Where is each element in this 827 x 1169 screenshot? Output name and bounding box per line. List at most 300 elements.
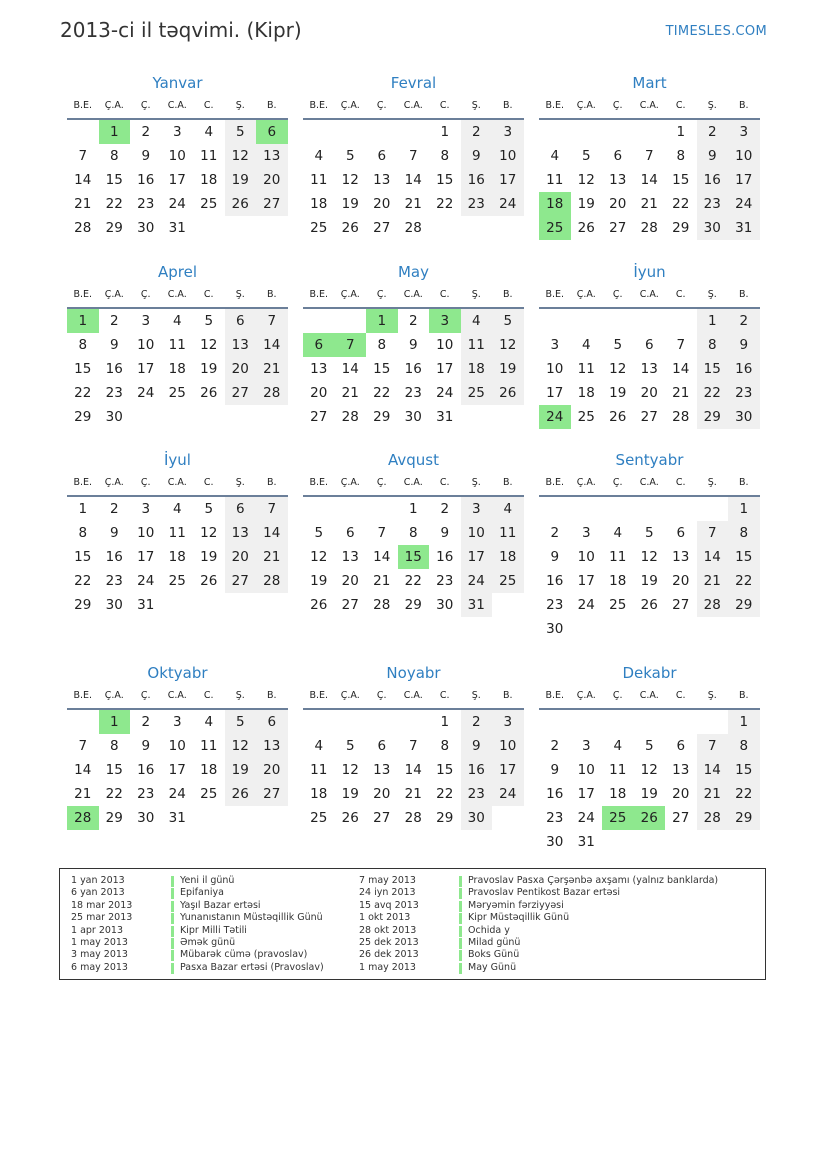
day-cell: 18 — [609, 573, 627, 589]
month-calendar — [67, 662, 288, 830]
legend-holiday-name: May Günü — [468, 961, 517, 973]
day-cell: 25 — [168, 573, 186, 589]
month-calendar — [303, 662, 524, 830]
day-cell: 22 — [404, 573, 422, 589]
day-cell: 4 — [581, 337, 591, 353]
weekday-label: B. — [502, 477, 513, 488]
day-cell: 11 — [492, 521, 524, 545]
weekday-header — [539, 283, 760, 309]
month-calendar — [67, 449, 288, 617]
weekday-label: C. — [203, 477, 214, 488]
day-cell: 11 — [609, 762, 627, 778]
day-cell: 6 — [225, 497, 257, 521]
day-cell: 12 — [225, 734, 257, 758]
day-cell: 5 — [345, 148, 355, 164]
day-cell: 30 — [105, 409, 123, 425]
month-calendar — [303, 72, 524, 240]
day-cell: 16 — [546, 786, 564, 802]
day-cell: 15 — [728, 545, 760, 569]
weekday-label: B.E. — [545, 100, 565, 111]
day-cell: 22 — [74, 385, 92, 401]
legend-item — [71, 925, 324, 937]
weekday-label: Ç. — [612, 477, 623, 488]
day-cell: 24 — [577, 597, 595, 613]
weekday-label: C. — [675, 690, 686, 701]
day-cell: 8 — [78, 525, 88, 541]
day-grid — [67, 120, 288, 240]
legend-date: 15 avq 2013 — [359, 899, 419, 911]
day-cell: 5 — [492, 309, 524, 333]
empty-cell — [67, 120, 99, 144]
weekday-label: C. — [675, 100, 686, 111]
day-cell: 19 — [341, 196, 359, 212]
weekday-label: B.E. — [309, 289, 329, 300]
weekday-label: Ş. — [707, 690, 717, 701]
day-cell: 29 — [672, 220, 690, 236]
day-cell: 3 — [461, 497, 493, 521]
empty-cell — [665, 309, 697, 333]
weekday-label: C.A. — [167, 100, 187, 111]
legend-holiday-name: Mübarək cümə (pravoslav) — [180, 949, 308, 961]
legend-item — [71, 949, 324, 961]
weekday-label: B.E. — [309, 477, 329, 488]
day-cell: 1 — [408, 501, 418, 517]
day-cell: 19 — [577, 196, 595, 212]
weekday-label: B.E. — [545, 690, 565, 701]
day-cell: 24 — [137, 573, 155, 589]
day-cell: 31 — [461, 593, 493, 617]
day-cell: 7 — [676, 337, 686, 353]
weekday-label: Ç.A. — [104, 100, 124, 111]
holiday-day-cell: 1 — [67, 309, 99, 333]
day-cell: 17 — [137, 549, 155, 565]
day-cell: 5 — [204, 501, 214, 517]
day-cell: 13 — [373, 762, 391, 778]
day-cell: 18 — [609, 786, 627, 802]
weekday-header — [67, 94, 288, 120]
day-cell: 25 — [492, 569, 524, 593]
day-cell: 29 — [105, 220, 123, 236]
day-cell: 15 — [105, 172, 123, 188]
legend-holiday-name: Yaşıl Bazar ertəsi — [180, 899, 261, 911]
day-cell: 22 — [728, 782, 760, 806]
weekday-label: B.E. — [73, 100, 93, 111]
weekday-label: Ç.A. — [576, 289, 596, 300]
legend-date: 6 may 2013 — [71, 961, 128, 973]
day-cell: 13 — [225, 333, 257, 357]
day-cell: 8 — [728, 521, 760, 545]
day-cell: 10 — [546, 361, 564, 377]
day-cell: 14 — [697, 545, 729, 569]
legend-holiday-name: Boks Günü — [468, 949, 520, 961]
legend-item — [71, 900, 324, 912]
day-cell: 9 — [141, 148, 151, 164]
day-cell: 14 — [404, 172, 422, 188]
weekday-label: Ç.A. — [104, 289, 124, 300]
day-cell: 21 — [697, 569, 729, 593]
empty-cell — [335, 120, 367, 144]
legend-date: 28 okt 2013 — [359, 924, 417, 936]
empty-cell — [634, 497, 666, 521]
day-cell: 12 — [640, 549, 658, 565]
weekday-label: C.A. — [639, 690, 659, 701]
day-cell: 8 — [697, 333, 729, 357]
day-cell: 14 — [404, 762, 422, 778]
day-cell: 15 — [436, 762, 454, 778]
day-cell: 29 — [74, 597, 92, 613]
day-cell: 9 — [109, 337, 119, 353]
legend-holiday-name: Milad günü — [468, 936, 521, 948]
legend-date: 7 may 2013 — [359, 875, 416, 886]
legend-item — [359, 900, 718, 912]
day-cell: 8 — [78, 337, 88, 353]
day-cell: 2 — [440, 501, 450, 517]
day-cell: 17 — [577, 573, 595, 589]
day-cell: 10 — [168, 738, 186, 754]
day-cell: 29 — [436, 810, 454, 826]
day-cell: 12 — [341, 172, 359, 188]
day-grid — [303, 710, 524, 830]
day-cell: 6 — [676, 738, 686, 754]
legend-holiday-name: Pravoslav Pasxa Çərşənbə axşamı (yalnız banklarda) — [468, 875, 719, 886]
day-cell: 5 — [644, 738, 654, 754]
day-cell: 30 — [546, 621, 564, 637]
empty-cell — [602, 710, 634, 734]
day-cell: 28 — [373, 597, 391, 613]
weekday-label: B. — [502, 100, 513, 111]
month-name: Aprel — [157, 263, 198, 281]
empty-cell — [571, 710, 603, 734]
empty-cell — [697, 710, 729, 734]
day-cell: 11 — [461, 333, 493, 357]
day-cell: 18 — [200, 172, 218, 188]
day-cell: 12 — [310, 549, 328, 565]
day-cell: 23 — [137, 196, 155, 212]
day-cell: 9 — [461, 734, 493, 758]
day-cell: 14 — [256, 333, 288, 357]
holiday-day-cell: 7 — [335, 333, 367, 357]
legend-item — [71, 962, 324, 974]
day-cell: 21 — [672, 385, 690, 401]
day-cell: 9 — [697, 144, 729, 168]
day-cell: 19 — [200, 361, 218, 377]
weekday-label: B.E. — [309, 690, 329, 701]
day-cell: 11 — [200, 738, 218, 754]
weekday-label: C.A. — [403, 289, 423, 300]
day-cell: 17 — [168, 172, 186, 188]
empty-cell — [303, 710, 335, 734]
day-cell: 14 — [74, 762, 92, 778]
holiday-day-cell: 25 — [539, 216, 571, 240]
day-cell: 18 — [310, 196, 328, 212]
day-cell: 21 — [74, 786, 92, 802]
legend-holiday-name: Epifaniya — [180, 887, 224, 899]
weekday-label: Ş. — [471, 690, 481, 701]
weekday-label: B.E. — [545, 477, 565, 488]
day-cell: 19 — [609, 385, 627, 401]
day-cell: 10 — [137, 337, 155, 353]
day-cell: 8 — [109, 738, 119, 754]
day-cell: 25 — [310, 220, 328, 236]
day-cell: 21 — [640, 196, 658, 212]
day-cell: 24 — [168, 786, 186, 802]
day-cell: 18 — [168, 549, 186, 565]
day-cell: 7 — [408, 738, 418, 754]
day-cell: 28 — [640, 220, 658, 236]
day-cell: 17 — [546, 385, 564, 401]
day-cell: 13 — [310, 361, 328, 377]
empty-cell — [303, 497, 335, 521]
day-cell: 16 — [546, 573, 564, 589]
weekday-label: B.E. — [73, 690, 93, 701]
day-cell: 16 — [461, 758, 493, 782]
weekday-label: C.A. — [167, 289, 187, 300]
weekday-label: Ç.A. — [340, 690, 360, 701]
day-cell: 13 — [225, 521, 257, 545]
weekday-label: Ç.A. — [104, 690, 124, 701]
site-brand-link[interactable]: TIMESLES.COM — [665, 24, 767, 39]
legend-date: 26 dek 2013 — [359, 949, 419, 961]
day-cell: 29 — [74, 409, 92, 425]
day-cell: 22 — [672, 196, 690, 212]
weekday-label: C. — [439, 477, 450, 488]
holiday-day-cell: 28 — [67, 806, 99, 830]
day-cell: 16 — [404, 361, 422, 377]
legend-holiday-name: Yeni il günü — [180, 875, 235, 886]
day-cell: 1 — [78, 501, 88, 517]
holiday-day-cell: 3 — [429, 309, 461, 333]
day-grid — [67, 309, 288, 429]
day-cell: 3 — [141, 501, 151, 517]
empty-cell — [602, 497, 634, 521]
weekday-label: Ç. — [140, 100, 151, 111]
weekday-label: Ş. — [707, 477, 717, 488]
day-cell: 3 — [492, 120, 524, 144]
day-cell: 27 — [373, 220, 391, 236]
weekday-label: Ç. — [376, 100, 387, 111]
day-cell: 3 — [172, 124, 182, 140]
day-cell: 8 — [676, 148, 686, 164]
legend-item — [71, 937, 324, 949]
legend-date: 1 may 2013 — [71, 936, 128, 948]
weekday-label: Ç. — [140, 289, 151, 300]
day-cell: 20 — [672, 786, 690, 802]
day-grid — [303, 497, 524, 617]
weekday-label: B. — [266, 289, 277, 300]
day-grid — [67, 497, 288, 617]
day-cell: 27 — [341, 597, 359, 613]
day-cell: 6 — [225, 309, 257, 333]
empty-cell — [67, 710, 99, 734]
legend-date: 1 okt 2013 — [359, 912, 411, 924]
day-cell: 23 — [546, 597, 564, 613]
holiday-color-marker — [459, 913, 462, 924]
day-cell: 24 — [137, 385, 155, 401]
month-name: Oktyabr — [147, 664, 208, 682]
weekday-label: Ç. — [140, 690, 151, 701]
day-cell: 11 — [168, 525, 186, 541]
weekday-label: B. — [502, 690, 513, 701]
day-cell: 20 — [373, 786, 391, 802]
weekday-label: C.A. — [639, 289, 659, 300]
day-cell: 30 — [461, 806, 493, 830]
empty-cell — [697, 497, 729, 521]
day-cell: 22 — [373, 385, 391, 401]
weekday-label: B. — [738, 100, 749, 111]
day-cell: 26 — [341, 220, 359, 236]
month-calendar — [539, 449, 760, 641]
empty-cell — [571, 497, 603, 521]
day-cell: 15 — [373, 361, 391, 377]
weekday-label: B.E. — [73, 477, 93, 488]
day-cell: 1 — [728, 710, 760, 734]
holiday-color-marker — [171, 926, 174, 937]
day-cell: 17 — [137, 361, 155, 377]
day-cell: 29 — [105, 810, 123, 826]
weekday-label: Ş. — [471, 100, 481, 111]
day-grid — [539, 120, 760, 240]
empty-cell — [366, 120, 398, 144]
empty-cell — [539, 120, 571, 144]
weekday-label: C. — [439, 690, 450, 701]
legend-item — [71, 912, 324, 924]
day-cell: 2 — [141, 124, 151, 140]
empty-cell — [366, 497, 398, 521]
legend-holiday-name: Əmək günü — [180, 936, 236, 948]
day-cell: 10 — [436, 337, 454, 353]
weekday-label: B. — [738, 690, 749, 701]
day-cell: 22 — [436, 196, 454, 212]
day-cell: 2 — [109, 501, 119, 517]
holiday-day-cell: 6 — [303, 333, 335, 357]
day-cell: 16 — [137, 172, 155, 188]
day-cell: 7 — [78, 148, 88, 164]
day-cell: 30 — [137, 810, 155, 826]
weekday-label: C. — [439, 100, 450, 111]
day-cell: 22 — [105, 786, 123, 802]
empty-cell — [335, 309, 367, 333]
legend-holiday-name: Pasxa Bazar ertəsi (Pravoslav) — [180, 961, 324, 973]
legend-holiday-name: Kipr Müstəqillik Günü — [468, 912, 570, 924]
day-cell: 25 — [200, 786, 218, 802]
day-cell: 21 — [697, 782, 729, 806]
empty-cell — [571, 309, 603, 333]
day-cell: 31 — [168, 810, 186, 826]
day-cell: 21 — [256, 357, 288, 381]
legend-item — [359, 875, 718, 887]
holiday-day-cell: 6 — [256, 120, 288, 144]
legend-item — [359, 937, 718, 949]
day-cell: 14 — [640, 172, 658, 188]
page-title: 2013-ci il təqvimi. (Kipr) — [60, 18, 302, 42]
day-grid — [303, 120, 524, 240]
holiday-day-cell: 24 — [539, 405, 571, 429]
day-cell: 5 — [204, 313, 214, 329]
weekday-header — [539, 684, 760, 710]
empty-cell — [665, 710, 697, 734]
day-cell: 20 — [256, 168, 288, 192]
weekday-label: Ç. — [376, 690, 387, 701]
day-grid — [539, 309, 760, 429]
weekday-label: B. — [502, 289, 513, 300]
day-cell: 30 — [137, 220, 155, 236]
day-cell: 29 — [728, 593, 760, 617]
day-cell: 10 — [728, 144, 760, 168]
day-cell: 26 — [225, 782, 257, 806]
day-cell: 18 — [461, 357, 493, 381]
day-cell: 15 — [697, 357, 729, 381]
day-cell: 7 — [697, 521, 729, 545]
day-cell: 9 — [141, 738, 151, 754]
day-cell: 1 — [697, 309, 729, 333]
day-cell: 31 — [577, 834, 595, 850]
day-cell: 17 — [168, 762, 186, 778]
weekday-label: Ç.A. — [340, 100, 360, 111]
day-cell: 14 — [341, 361, 359, 377]
day-cell: 23 — [461, 782, 493, 806]
holiday-color-marker — [459, 938, 462, 949]
day-cell: 4 — [492, 497, 524, 521]
day-cell: 15 — [74, 549, 92, 565]
day-cell: 22 — [728, 569, 760, 593]
month-calendar — [539, 261, 760, 429]
day-cell: 3 — [492, 710, 524, 734]
day-cell: 16 — [105, 361, 123, 377]
day-cell: 21 — [74, 196, 92, 212]
day-cell: 2 — [109, 313, 119, 329]
holiday-color-marker — [459, 901, 462, 912]
weekday-header — [67, 471, 288, 497]
month-name: Dekabr — [622, 664, 677, 682]
day-cell: 1 — [440, 124, 450, 140]
month-calendar — [67, 261, 288, 429]
day-cell: 27 — [640, 409, 658, 425]
day-cell: 4 — [172, 501, 182, 517]
weekday-label: C.A. — [167, 690, 187, 701]
day-grid — [539, 497, 760, 641]
holiday-day-cell: 1 — [366, 309, 398, 333]
weekday-header — [303, 283, 524, 309]
empty-cell — [539, 309, 571, 333]
day-cell: 5 — [345, 738, 355, 754]
day-cell: 24 — [728, 192, 760, 216]
day-cell: 31 — [137, 597, 155, 613]
holiday-color-marker — [459, 963, 462, 974]
weekday-label: B.E. — [545, 289, 565, 300]
weekday-label: C.A. — [167, 477, 187, 488]
day-cell: 3 — [550, 337, 560, 353]
holiday-color-marker — [171, 901, 174, 912]
day-cell: 25 — [200, 196, 218, 212]
day-cell: 3 — [581, 738, 591, 754]
day-cell: 28 — [256, 381, 288, 405]
empty-cell — [602, 309, 634, 333]
day-cell: 17 — [461, 545, 493, 569]
day-cell: 4 — [204, 124, 214, 140]
day-grid — [539, 710, 760, 854]
empty-cell — [366, 710, 398, 734]
legend-date: 1 yan 2013 — [71, 875, 125, 886]
day-cell: 8 — [440, 738, 450, 754]
day-cell: 26 — [609, 409, 627, 425]
day-cell: 4 — [204, 714, 214, 730]
day-cell: 17 — [436, 361, 454, 377]
day-cell: 19 — [310, 573, 328, 589]
holiday-color-marker — [459, 950, 462, 961]
weekday-header — [539, 471, 760, 497]
day-cell: 21 — [373, 573, 391, 589]
day-cell: 11 — [577, 361, 595, 377]
